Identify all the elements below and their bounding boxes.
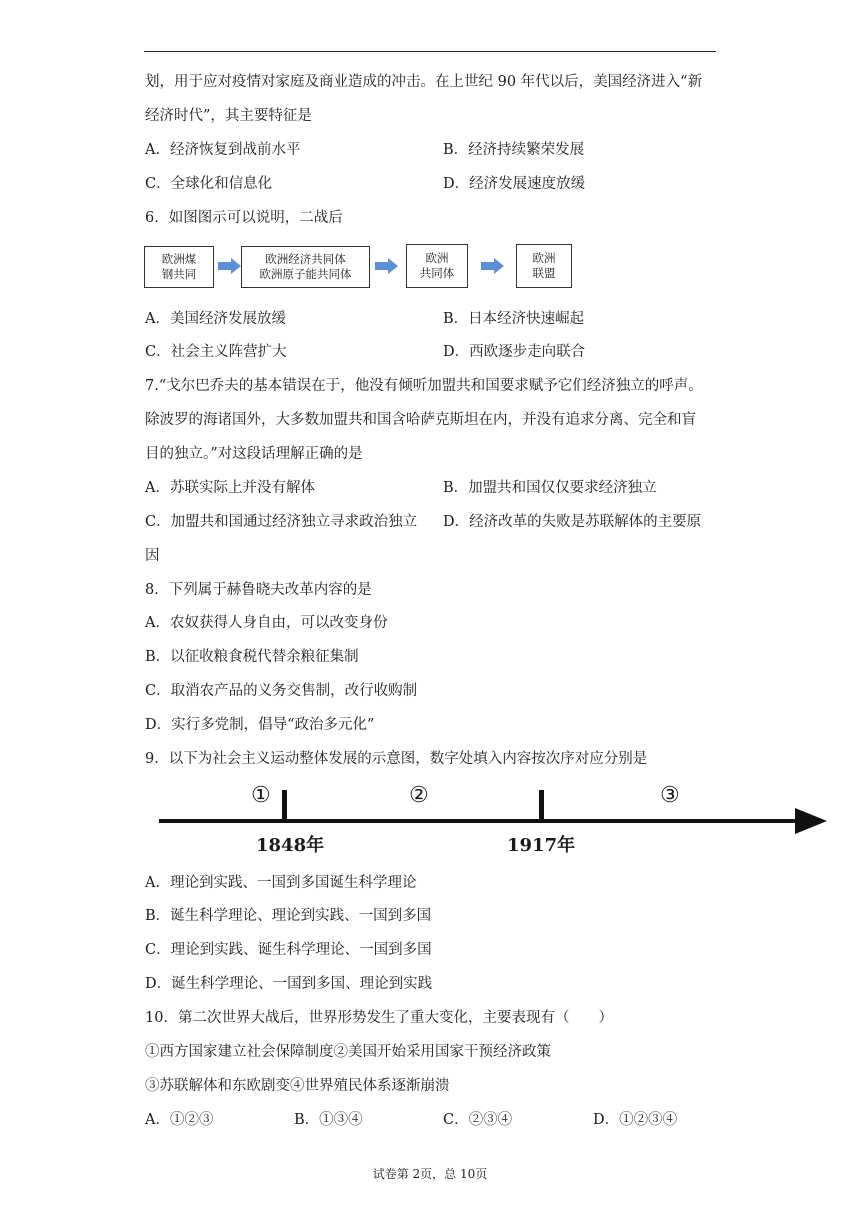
flow-box-text: 欧洲经济共同体	[265, 252, 346, 266]
option-c: C．社会主义阵营扩大	[145, 344, 287, 360]
option-d: D．实行多党制，倡导“政治多元化”	[145, 717, 375, 733]
flow-box-ec	[406, 244, 468, 288]
option-a: A．经济恢复到战前水平	[145, 142, 301, 158]
flow-box-ecsc	[144, 246, 214, 288]
flow-box-eu	[516, 244, 572, 288]
option-b: B．加盟共和国仅仅要求经济独立	[443, 480, 657, 496]
arrow-right-icon	[481, 258, 505, 274]
timeline-label-3: ③	[660, 783, 680, 808]
option-d: D．经济发展速度放缓	[443, 176, 586, 192]
option-b: B．经济持续繁荣发展	[443, 142, 585, 158]
option-a: A．理论到实践、一国到多国诞生科学理论	[145, 875, 417, 891]
option-b: B．日本经济快速崛起	[443, 311, 585, 327]
option-a: A．美国经济发展放缓	[145, 311, 286, 327]
socialism-timeline	[155, 780, 835, 860]
question-stem: 6．如图图示可以说明，二战后	[145, 210, 343, 226]
option-b: B．诞生科学理论、理论到实践、一国到多国	[145, 908, 432, 924]
option-d: D．西欧逐步走向联合	[443, 344, 586, 360]
question-stem: 除波罗的海诸国外，大多数加盟共和国含哈萨克斯坦在内，并没有追求分离、完全和盲	[145, 412, 696, 428]
flow-box-text: 欧洲煤	[161, 252, 197, 266]
flow-box-text: 欧洲原子能共同体	[259, 267, 352, 281]
option-d: D．诞生科学理论、一国到多国、理论到实践	[145, 976, 433, 992]
flow-box-text: 欧洲	[532, 251, 556, 265]
text-line: 划，用于应对疫情对家庭及商业造成的冲击。在上世纪 90 年代以后，美国经济进入“新	[145, 74, 703, 90]
timeline-label-2: ②	[409, 783, 429, 808]
flow-box-text: 欧洲	[425, 251, 449, 265]
option-d: D．①②③④	[593, 1112, 678, 1128]
arrow-right-icon	[375, 258, 399, 274]
flow-box-text: 钢共同	[161, 267, 197, 281]
text-line: 经济时代”，其主要特征是	[145, 108, 312, 124]
flow-box-text: 联盟	[532, 266, 556, 280]
option-c: C．理论到实践、诞生科学理论、一国到多国	[145, 942, 432, 958]
timeline-year-1917: 1917年	[507, 835, 576, 856]
option-a: A．①②③	[145, 1112, 214, 1128]
option-b: B．以征收粮食税代替余粮征集制	[145, 649, 359, 665]
option-c: C．加盟共和国通过经济独立寻求政治独立	[145, 514, 418, 530]
option-d: D．经济改革的失败是苏联解体的主要原	[443, 514, 702, 530]
flow-box-eec	[241, 246, 370, 288]
timeline-year-1848: 1848年	[256, 835, 325, 856]
eu-flow-diagram	[144, 244, 574, 290]
option-a: A．农奴获得人身自由，可以改变身份	[145, 615, 388, 631]
option-c: C．取消农产品的义务交售制，改行收购制	[145, 683, 418, 699]
option-c: C．全球化和信息化	[145, 176, 273, 192]
statement-line: ③苏联解体和东欧剧变④世界殖民体系逐渐崩溃	[145, 1078, 450, 1094]
page-footer: 试卷第 2页，总 10页	[372, 1167, 488, 1181]
arrow-right-icon	[218, 258, 242, 274]
statement-line: ①西方国家建立社会保障制度②美国开始采用国家干预经济政策	[145, 1044, 551, 1060]
option-c: C．②③④	[443, 1112, 513, 1128]
option-d-wrap: 因	[145, 548, 160, 564]
timeline-label-1: ①	[251, 783, 271, 808]
header-rule	[144, 51, 716, 52]
question-stem: 目的独立。”对这段话理解正确的是	[145, 446, 363, 462]
question-stem: 7.“戈尔巴乔夫的基本错误在于，他没有倾听加盟共和国要求赋予它们经济独立的呼声。	[145, 378, 703, 394]
question-stem: 9．以下为社会主义运动整体发展的示意图，数字处填入内容按次序对应分别是	[145, 751, 648, 767]
question-stem: 10．第二次世界大战后，世界形势发生了重大变化，主要表现有（ ）	[145, 1010, 613, 1026]
flow-box-text: 共同体	[419, 266, 455, 280]
option-b: B．①③④	[294, 1112, 363, 1128]
option-a: A．苏联实际上并没有解体	[145, 480, 315, 496]
question-stem: 8．下列属于赫鲁晓夫改革内容的是	[145, 582, 372, 598]
